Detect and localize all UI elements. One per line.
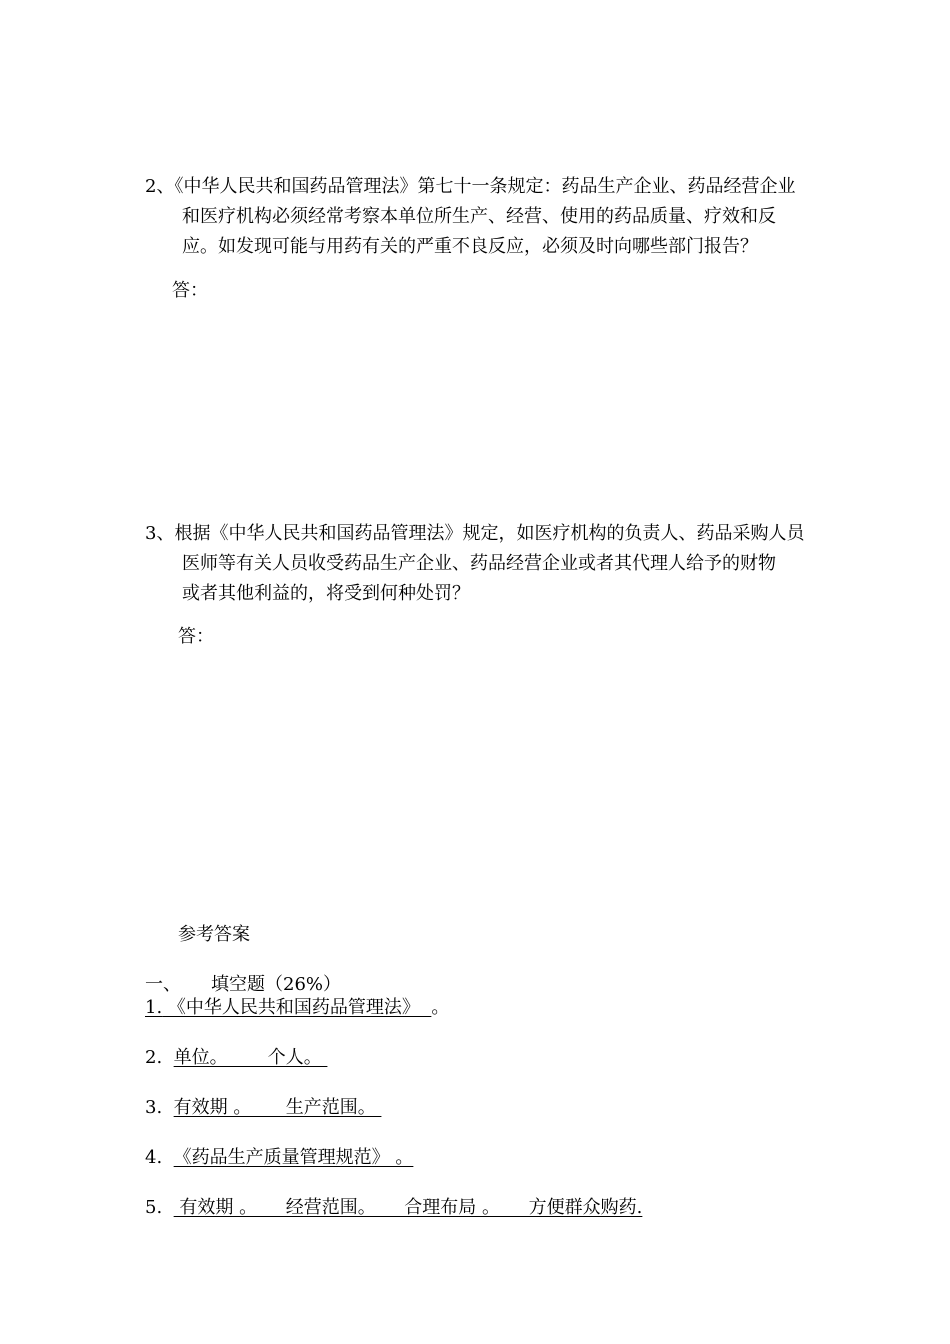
fill-underlined: 有效期 。 生产范围。 <box>173 1097 382 1118</box>
section-number: 一、 <box>145 974 181 995</box>
question-2 <box>145 172 815 262</box>
fill-underlined: 有效期 。 经营范围。 合理布局 。 方便群众购药. <box>173 1197 643 1218</box>
fill-answer-2 <box>145 1045 327 1071</box>
reference-heading: 参考答案 <box>178 924 250 945</box>
question-3 <box>145 519 815 609</box>
fill-underlined: 《中华人民共和国药品管理法》 <box>162 997 432 1018</box>
question-line: 或者其他利益的，将受到何种处罚？ <box>182 583 470 604</box>
fill-underlined: 单位。 个人。 <box>173 1047 328 1068</box>
question-line: 和医疗机构必须经常考察本单位所生产、经营、使用的药品质量、疗效和反 <box>182 206 776 227</box>
fill-answer-3 <box>145 1095 381 1121</box>
answer-label: 答： <box>178 626 214 647</box>
fill-answer-1 <box>145 995 449 1021</box>
fill-tail: 。 <box>431 997 450 1018</box>
fill-answer-4 <box>145 1145 413 1171</box>
fill-index: 1. <box>145 997 163 1018</box>
fill-answer-5 <box>145 1195 642 1221</box>
section-heading <box>145 970 341 996</box>
question-line: 医师等有关人员收受药品生产企业、药品经营企业或者其代理人给予的财物 <box>182 553 776 574</box>
fill-index: 5. <box>145 1197 163 1218</box>
fill-underlined: 《药品生产质量管理规范》 。 <box>173 1147 414 1168</box>
section-title: 填空题（26%） <box>211 974 342 995</box>
fill-index: 3. <box>145 1097 163 1118</box>
answer-label: 答： <box>172 280 208 301</box>
fill-index: 4. <box>145 1147 163 1168</box>
question-line: 3、根据《中华人民共和国药品管理法》规定，如医疗机构的负责人、药品采购人员 <box>145 523 805 544</box>
fill-index: 2. <box>145 1047 163 1068</box>
question-line: 2、《中华人民共和国药品管理法》第七十一条规定：药品生产企业、药品经营企业 <box>145 176 796 197</box>
question-line: 应。如发现可能与用药有关的严重不良反应，必须及时向哪些部门报告？ <box>182 236 758 257</box>
